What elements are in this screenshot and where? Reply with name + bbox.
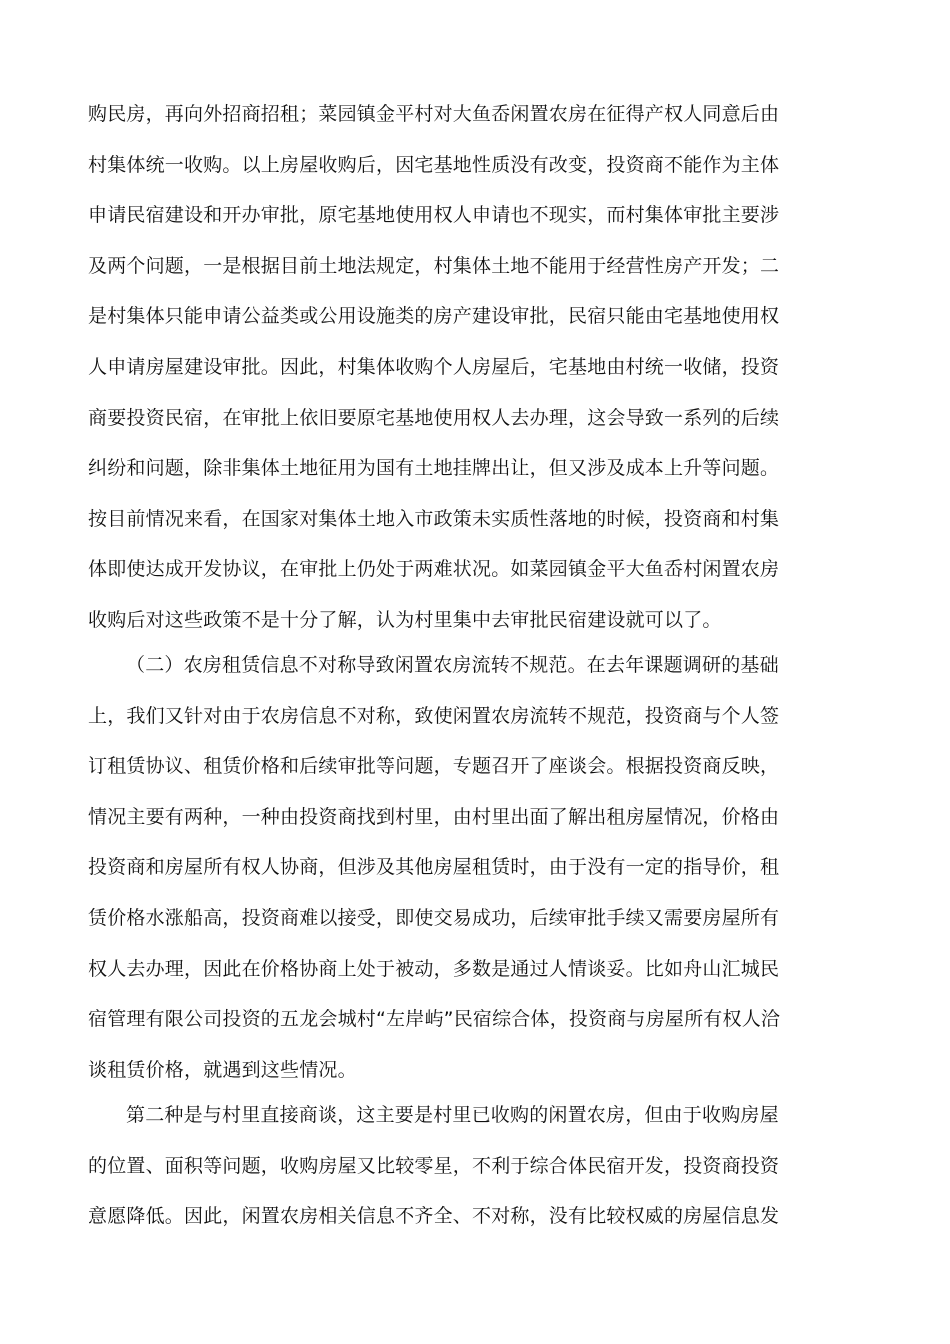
text-line: 及两个问题，一是根据目前土地法规定，村集体土地不能用于经营性房产开发；二 bbox=[88, 254, 780, 277]
paragraph-section-two-rental-info bbox=[88, 640, 863, 1095]
text-line: 收购后对这些政策不是十分了解，认为村里集中去审批民宿建设就可以了。 bbox=[88, 608, 722, 631]
text-line: 意愿降低。因此，闲置农房相关信息不齐全、不对称，没有比较权威的房屋信息发 bbox=[88, 1205, 780, 1228]
text-line: 商要投资民宿，在审批上依旧要原宅基地使用权人去办理，这会导致一系列的后续 bbox=[88, 406, 780, 429]
text-line: 投资商和房屋所有权人协商，但涉及其他房屋租赁时，由于没有一定的指导价，租 bbox=[88, 856, 780, 879]
text-line: 体即使达成开发协议，在审批上仍处于两难状况。如菜园镇金平大鱼岙村闲置农房 bbox=[88, 558, 780, 581]
text-line: 谈租赁价格，就遇到这些情况。 bbox=[88, 1058, 357, 1081]
text-line: 赁价格水涨船高，投资商难以接受，即使交易成功，后续审批手续又需要房屋所有 bbox=[88, 906, 780, 929]
paragraph-land-approval-issues bbox=[88, 89, 863, 646]
text-line: 村集体统一收购。以上房屋收购后，因宅基地性质没有改变，投资商不能作为主体 bbox=[88, 153, 780, 176]
paragraph-second-type bbox=[88, 1090, 863, 1242]
section-heading-line: （二）农房租赁信息不对称导致闲置农房流转不规范。在去年课题调研的基础 bbox=[126, 654, 779, 676]
text-line: 权人去办理，因此在价格协商上处于被动，多数是通过人情谈妥。比如舟山汇城民 bbox=[88, 957, 780, 980]
text-line: 申请民宿建设和开办审批，原宅基地使用权人申请也不现实，而村集体审批主要涉 bbox=[88, 204, 780, 227]
text-line: 情况主要有两种，一种由投资商找到村里，由村里出面了解出租房屋情况，价格由 bbox=[88, 805, 780, 828]
text-line: 宿管理有限公司投资的五龙会城村“左岸屿”民宿综合体，投资商与房屋所有权人洽 bbox=[88, 1008, 781, 1031]
text-line: 纠纷和问题，除非集体土地征用为国有土地挂牌出让，但又涉及成本上升等问题。 bbox=[88, 457, 780, 480]
text-line: 上，我们又针对由于农房信息不对称，致使闲置农房流转不规范，投资商与个人签 bbox=[88, 704, 780, 727]
text-line: 是村集体只能申请公益类或公用设施类的房产建设审批，民宿只能由宅基地使用权 bbox=[88, 305, 780, 328]
text-line: 订租赁协议、租赁价格和后续审批等问题，专题召开了座谈会。根据投资商反映， bbox=[88, 755, 780, 778]
text-line: 按目前情况来看，在国家对集体土地入市政策未实质性落地的时候，投资商和村集 bbox=[88, 507, 780, 530]
text-line: 第二种是与村里直接商谈，这主要是村里已收购的闲置农房，但由于收购房屋 bbox=[126, 1104, 779, 1126]
text-line: 的位置、面积等问题，收购房屋又比较零星，不利于综合体民宿开发，投资商投资 bbox=[88, 1154, 780, 1177]
text-line: 人申请房屋建设审批。因此，村集体收购个人房屋后，宅基地由村统一收储，投资 bbox=[88, 355, 780, 378]
text-line: 购民房，再向外招商招租；菜园镇金平村对大鱼岙闲置农房在征得产权人同意后由 bbox=[88, 103, 780, 125]
